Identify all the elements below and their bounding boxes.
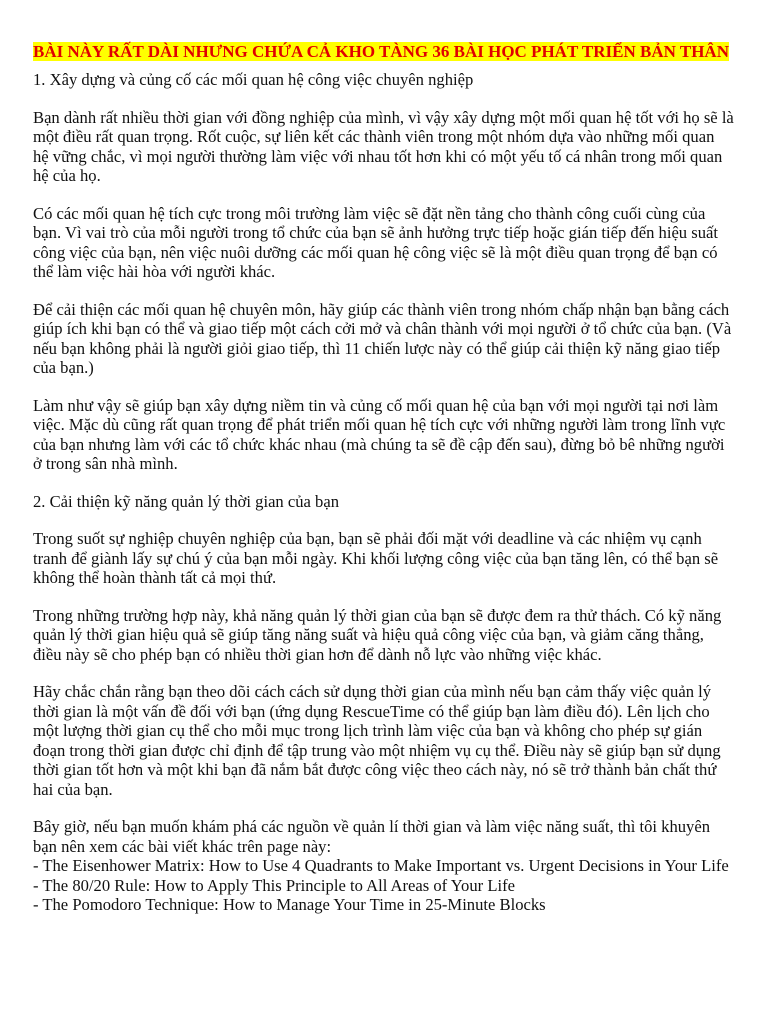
list-item: - The Pomodoro Technique: How to Manage Your Time in 25-Minute Blocks [33, 895, 546, 914]
paragraph: Trong suốt sự nghiệp chuyên nghiệp của bạn, bạn sẽ phải đối mặt với deadline và các nhiệm vụ cạnh tranh để giành lấy sự chú ý của bạn mỗi ngày. Khi khối lượng công việc của bạn tăng lên, có thể bạn sẽ không thể hoàn thành tất cả mọi thứ. [33, 529, 719, 587]
document-title-text: BÀI NÀY RẤT DÀI NHƯNG CHỨA CẢ KHO TÀNG 36 BÀI HỌC PHÁT TRIỂN BẢN THÂN [33, 42, 729, 61]
document-title [33, 42, 734, 61]
paragraph: Bạn dành rất nhiều thời gian với đồng nghiệp của mình, vì vậy xây dựng một mối quan hệ tốt với họ sẽ là một điều rất quan trọng. Rốt cuộc, sự liên kết các thành viên trong một nhóm dựa vào những mối quan hệ vững chắc, vì mọi người thường làm việc với nhau tốt hơn khi có một yếu tố cá nhân trong mối quan hệ của họ. [33, 107, 734, 185]
section-heading-2: 2. Cải thiện kỹ năng quản lý thời gian của bạn [33, 491, 340, 511]
paragraph: Có các mối quan hệ tích cực trong môi trường làm việc sẽ đặt nền tảng cho thành công cuối cùng của bạn. Vì vai trò của mỗi người trong tổ chức của bạn sẽ ảnh hưởng trực tiếp hoặc gián tiếp đến hiệu suất công việc của bạn, nên việc nuôi dưỡng các mối quan hệ công việc sẽ là một điều quan trọng để bạn có thể làm việc hài hòa với người khác. [33, 203, 718, 281]
list-item: - The 80/20 Rule: How to Apply This Principle to All Areas of Your Life [33, 875, 515, 895]
paragraph: Hãy chắc chắn rằng bạn theo dõi cách cách sử dụng thời gian của mình nếu bạn cảm thấy việc quản lý thời gian là một vấn đề đối với bạn (ứng dụng RescueTime có thể giúp bạn làm điều đó). Lên lịch cho một lượng thời gian cụ thể cho mỗi mục trong lịch trình làm việc của bạn và không cho phép sự gián đoạn trong thời gian được chỉ định để tập trung vào một nhiệm vụ cụ thể. Điều này sẽ giúp bạn sử dụng thời gian tốt hơn và một khi bạn đã nắm bắt được công việc theo cách này, nó sẽ trở thành bản chất thứ hai của bạn. [33, 682, 721, 799]
paragraph: Để cải thiện các mối quan hệ chuyên môn, hãy giúp các thành viên trong nhóm chấp nhận bạn bằng cách giúp ích khi bạn có thể và giao tiếp một cách cởi mở và chân thành với mọi người ở tổ chức của bạn. (Và nếu bạn không phải là người giỏi giao tiếp, thì 11 chiến lược này có thể giúp cải thiện kỹ năng giao tiếp của bạn.) [33, 299, 732, 377]
related-articles-list [33, 856, 734, 915]
list-item: - The Eisenhower Matrix: How to Use 4 Quadrants to Make Important vs. Urgent Decisions in Your Life [33, 856, 729, 875]
paragraph: Làm như vậy sẽ giúp bạn xây dựng niềm tin và củng cố mối quan hệ của bạn với mọi người tại nơi làm việc. Mặc dù cũng rất quan trọng để phát triển mối quan hệ tích cực với những người làm trong lĩnh vực của bạn nhưng làm với các tổ chức khác nhau (mà chúng ta sẽ đề cập đến sau), đừng bỏ bê những người ở trong sân nhà mình. [33, 395, 726, 473]
paragraph: Trong những trường hợp này, khả năng quản lý thời gian của bạn sẽ được đem ra thử thách. Có kỹ năng quản lý thời gian hiệu quả sẽ giúp tăng năng suất và hiệu quả công việc của bạn, và giảm căng thẳng, điều này sẽ cho phép bạn có nhiều thời gian hơn để dành nỗ lực vào những việc khác. [33, 605, 722, 664]
paragraph-intro-links: Bây giờ, nếu bạn muốn khám phá các nguồn về quản lí thời gian và làm việc năng suất, thì tôi khuyên bạn nên xem các bài viết khác trên page này: [33, 817, 710, 856]
section-heading-1: 1. Xây dựng và củng cố các mối quan hệ công việc chuyên nghiệp [33, 70, 474, 89]
